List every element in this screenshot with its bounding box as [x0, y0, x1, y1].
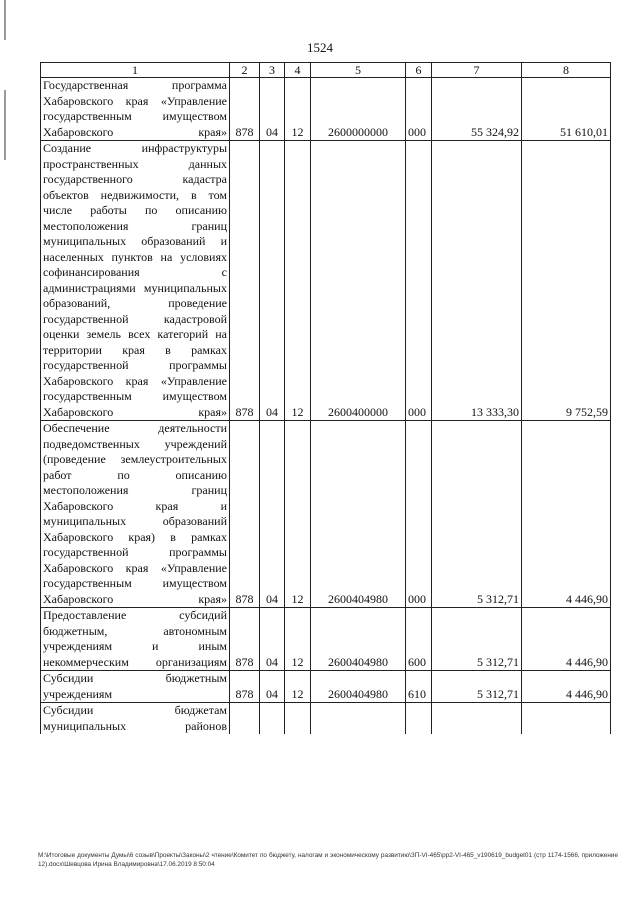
- table-row: [41, 608, 611, 671]
- row-admin-code: 878: [230, 421, 260, 608]
- header-row: [41, 63, 611, 78]
- table-row: [41, 78, 611, 141]
- row-section: 04: [260, 671, 285, 703]
- row-section: 04: [260, 141, 285, 421]
- row-target-item: 2600000000: [311, 78, 406, 141]
- row-amount-7: 5 312,71: [432, 421, 522, 608]
- col-header-6: 6: [406, 63, 432, 78]
- row-amount-8: 4 446,90: [522, 421, 611, 608]
- row-name: Предоставление субсидий бюджетным, автономным учреждениям и иным некоммерческим организациям: [41, 608, 230, 671]
- col-header-5: 5: [311, 63, 406, 78]
- row-admin-code: 878: [230, 78, 260, 141]
- row-name: Государственная программа Хабаровского края «Управление государственным имуществом Хабаровского края»: [41, 78, 230, 141]
- page-number: 1524: [307, 40, 333, 55]
- row-name: Субсидии бюджетам муниципальных районов: [41, 703, 230, 735]
- row-name: Создание инфраструктуры пространственных данных государственного кадастра объектов недвижимости, в том числе работы по описанию местоположения границ муниципальных образований и населенных пунктов на условиях софинансирования с администрациями муниципальных образований, проведение государственной кадастровой оценки земель всех категорий на территории края в рамках государственной программы Хабаровского края «Управление государственным имуществом Хабаровского края»: [41, 141, 230, 421]
- row-subsection: 12: [285, 608, 311, 671]
- row-subsection: 12: [285, 421, 311, 608]
- row-amount-8: 4 446,90: [522, 671, 611, 703]
- row-subsection: 12: [285, 78, 311, 141]
- row-section: 04: [260, 608, 285, 671]
- row-target-item: 2600400000: [311, 141, 406, 421]
- row-admin-code: 878: [230, 608, 260, 671]
- row-expense-type: 610: [406, 671, 432, 703]
- row-admin-code: 878: [230, 141, 260, 421]
- row-amount-7: 5 312,71: [432, 608, 522, 671]
- row-target-item: 2600404980: [311, 421, 406, 608]
- row-target-item: [311, 703, 406, 735]
- row-subsection: 12: [285, 141, 311, 421]
- row-amount-8: 9 752,59: [522, 141, 611, 421]
- table-row: [41, 703, 611, 735]
- row-amount-7: 55 324,92: [432, 78, 522, 141]
- row-target-item: 2600404980: [311, 608, 406, 671]
- row-target-item: 2600404980: [311, 671, 406, 703]
- row-amount-7: [432, 703, 522, 735]
- row-expense-type: 000: [406, 141, 432, 421]
- col-header-3: 3: [260, 63, 285, 78]
- row-admin-code: [230, 703, 260, 735]
- row-expense-type: 000: [406, 421, 432, 608]
- row-section: [260, 703, 285, 735]
- col-header-7: 7: [432, 63, 522, 78]
- row-name: Обеспечение деятельности подведомственных учреждений (проведение землеустроительных работ по описанию местоположения границ Хабаровского края и муниципальных образований Хабаровского края) в рамках государственной программы Хабаровского края «Управление государственным имуществом Хабаровского края»: [41, 421, 230, 608]
- row-name: Субсидии бюджетным учреждениям: [41, 671, 230, 703]
- table-row: [41, 141, 611, 421]
- binding-mark-middle: [4, 90, 6, 160]
- document-path-footer: M:\Итоговые документы Думы\6 созыв\Проекты\Законы\2 чтение\Комитет по бюджету, налогам и экономическому развитию\ЗП-VI-465\рр2-VI-465_v190619_budget01 (стр 1174-1566, приложение 12).docx\Шевцова Ирина Владимировна\17.06.2019 8:50:04: [38, 852, 618, 868]
- col-header-4: 4: [285, 63, 311, 78]
- row-subsection: [285, 703, 311, 735]
- row-expense-type: [406, 703, 432, 735]
- row-expense-type: 600: [406, 608, 432, 671]
- binding-mark-top: [4, 0, 6, 40]
- col-header-2: 2: [230, 63, 260, 78]
- table-row: [41, 671, 611, 703]
- budget-table: [40, 62, 611, 734]
- table-row: [41, 421, 611, 608]
- col-header-8: 8: [522, 63, 611, 78]
- row-amount-7: 13 333,30: [432, 141, 522, 421]
- row-amount-8: [522, 703, 611, 735]
- row-subsection: 12: [285, 671, 311, 703]
- row-amount-8: 51 610,01: [522, 78, 611, 141]
- row-section: 04: [260, 78, 285, 141]
- col-header-1: 1: [41, 63, 230, 78]
- row-admin-code: 878: [230, 671, 260, 703]
- row-amount-8: 4 446,90: [522, 608, 611, 671]
- row-section: 04: [260, 421, 285, 608]
- row-amount-7: 5 312,71: [432, 671, 522, 703]
- row-expense-type: 000: [406, 78, 432, 141]
